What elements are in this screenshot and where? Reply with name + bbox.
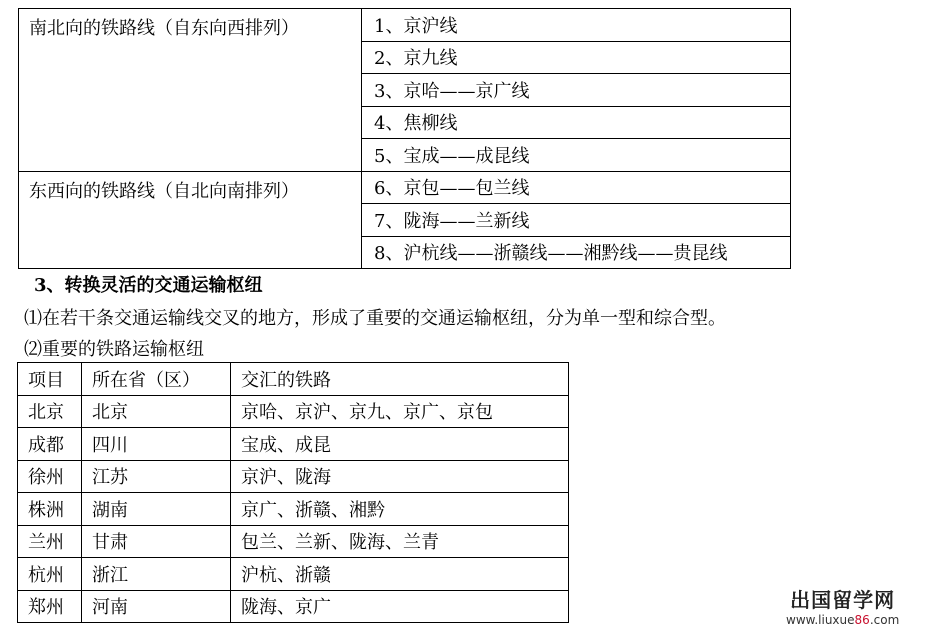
hub-city: 株洲 — [18, 493, 82, 526]
hub-railways: 沪杭、浙赣 — [231, 558, 569, 591]
hub-city: 徐州 — [18, 460, 82, 493]
hub-province: 北京 — [82, 395, 231, 428]
table-header-row — [18, 363, 569, 396]
header-item: 项目 — [18, 363, 82, 396]
railway-line: 1、京沪线 — [362, 9, 791, 42]
hub-city: 兰州 — [18, 525, 82, 558]
table-row — [18, 493, 569, 526]
hub-railways: 陇海、京广 — [231, 590, 569, 623]
hub-railways: 包兰、兰新、陇海、兰青 — [231, 525, 569, 558]
railway-hubs-table — [17, 362, 569, 623]
hub-railways: 京沪、陇海 — [231, 460, 569, 493]
railway-line: 2、京九线 — [362, 41, 791, 74]
railway-line: 7、陇海——兰新线 — [362, 204, 791, 237]
paragraph-hub-definition: ⑴在若干条交通运输线交叉的地方，形成了重要的交通运输枢纽，分为单一型和综合型。 — [24, 308, 726, 329]
hub-province: 河南 — [82, 590, 231, 623]
hub-province: 甘肃 — [82, 525, 231, 558]
table-row — [18, 590, 569, 623]
table-row — [18, 395, 569, 428]
watermark-url-prefix: www.liuxue — [786, 613, 855, 627]
watermark-url-accent: 86 — [854, 613, 870, 627]
table-row — [18, 460, 569, 493]
hub-railways: 京哈、京沪、京九、京广、京包 — [231, 395, 569, 428]
hub-province: 湖南 — [82, 493, 231, 526]
table-row — [19, 9, 791, 42]
hub-province: 四川 — [82, 428, 231, 461]
category-north-south: 南北向的铁路线（自东向西排列） — [19, 9, 362, 172]
table-row — [18, 558, 569, 591]
railway-line: 3、京哈——京广线 — [362, 74, 791, 107]
hub-province: 江苏 — [82, 460, 231, 493]
railway-line: 8、沪杭线——浙赣线——湘黔线——贵昆线 — [362, 236, 791, 269]
table-row — [18, 428, 569, 461]
watermark-title: 出国留学网 — [790, 588, 896, 612]
railway-lines-table — [18, 8, 791, 269]
table-row — [18, 525, 569, 558]
table-row — [19, 171, 791, 204]
railway-line: 4、焦柳线 — [362, 106, 791, 139]
category-east-west: 东西向的铁路线（自北向南排列） — [19, 171, 362, 269]
watermark-url-suffix: .com — [869, 613, 900, 627]
paragraph-hub-list-title: ⑵重要的铁路运输枢纽 — [24, 339, 204, 360]
hub-city: 杭州 — [18, 558, 82, 591]
hub-city: 成都 — [18, 428, 82, 461]
railway-line: 5、宝成——成昆线 — [362, 139, 791, 172]
site-watermark — [786, 584, 899, 627]
hub-province: 浙江 — [82, 558, 231, 591]
railway-line: 6、京包——包兰线 — [362, 171, 791, 204]
hub-railways: 京广、浙赣、湘黔 — [231, 493, 569, 526]
hub-city: 北京 — [18, 395, 82, 428]
section-heading: 3、转换灵活的交通运输枢纽 — [34, 275, 263, 296]
header-province: 所在省（区） — [82, 363, 231, 396]
hub-city: 郑州 — [18, 590, 82, 623]
hub-railways: 宝成、成昆 — [231, 428, 569, 461]
header-railways: 交汇的铁路 — [231, 363, 569, 396]
